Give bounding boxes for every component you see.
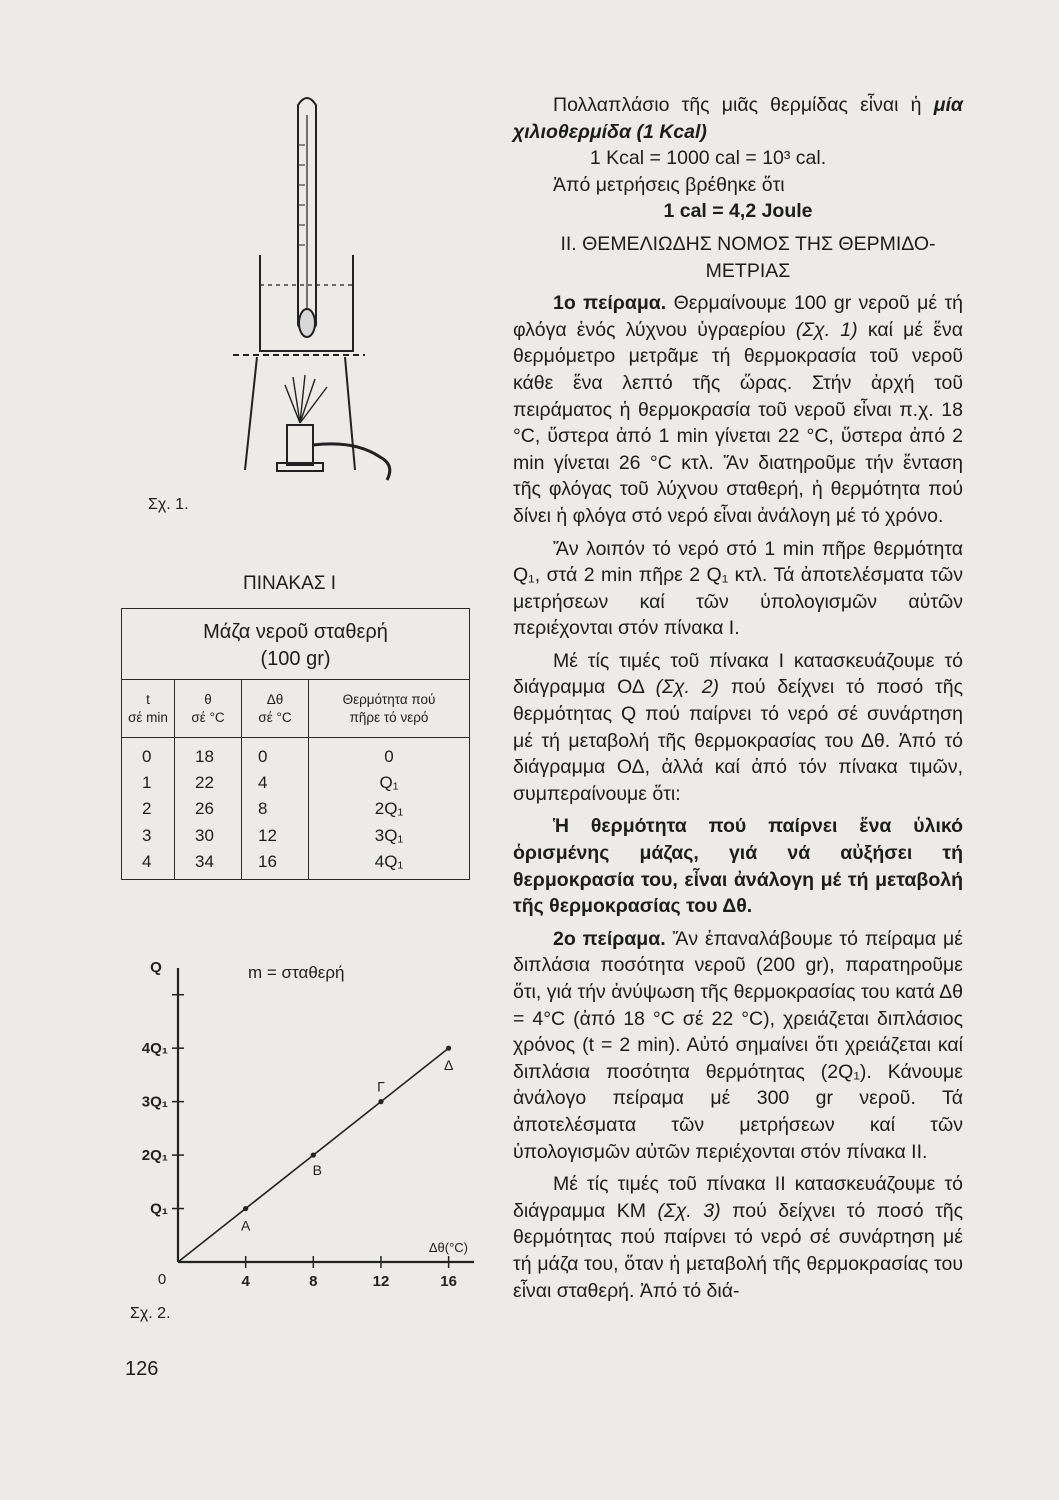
table-1-col-q: 0 Q₁ 2Q₁ 3Q₁ 4Q₁ [309,738,470,880]
figure-2-chart [120,950,480,1300]
table-1-header-t: t σέ min [122,680,175,738]
equation-kcal: 1 Kcal = 1000 cal = 10³ cal. [589,147,827,170]
x-tick-label: 16 [440,1273,457,1290]
table-1-header-q: Θερμότητα πού πῆρε τό νερό [309,680,470,738]
data-point [446,1046,451,1051]
table-1-subtitle: Μάζα νεροῦ σταθερή (100 gr) [122,609,470,680]
table-1-header-dtheta: Δθ σέ °C [242,680,309,738]
paragraph-diagram-km: Μέ τίς τιμές τοῦ πίνακα II κατασκευάζουμε τό διάγραμμα ΚΜ (Σχ. 3) πού δείχνει τό ποσό τῆς θερμότητας πού παίρνει τό νερό σέ συνάρτηση μέ τή μάζα του, ὅταν ἡ μεταβολή τῆς θερμοκρασίας του εἶναι σταθερή. Ἀπό τό διά- [513,1173,964,1302]
point-label: Δ [443,1057,454,1074]
x-axis-label: Δθ(°C) [428,1240,468,1255]
data-point [311,1152,316,1157]
chart-title: m = σταθερή [248,963,345,982]
x-tick-label: 4 [241,1273,250,1290]
table-1-col-theta: 18 22 26 30 34 [175,738,242,880]
section-heading: II. ΘΕΜΕΛΙΩΔΗΣ ΝΟΜΟΣ ΤΗΣ ΘΕΡΜΙΔΟ- ΜΕΤΡΙΑΣ [560,232,936,282]
table-1-col-t: 0 1 2 3 4 [122,738,175,880]
table-1 [121,608,470,880]
paragraph-diagram-od: Μέ τίς τιμές τοῦ πίνακα I κατασκευάζουμε τό διάγραμμα ΟΔ (Σχ. 2) πού δείχνει τό ποσό τῆς θερμότητας Q πού παίρνει τό νερό σέ συνάρτηση μέ τή μεταβολή τῆς θερμοκρασίας του Δθ. Ἀπό τό διάγραμμα ΟΔ, ἀλλά καί ἀπό τόν πίνακα τιμῶν, συμπεραίνουμε ὅτι: [513,649,963,805]
paragraph-experiment-2: 2ο πείραμα. Ἄν ἐπαναλάβουμε τό πείραμα μέ διπλάσια ποσότητα νεροῦ (200 gr), παρατηροῦμε ὅτι, γιά τήν ἀνύψωση τῆς θερμοκρασίας του κατά Δθ = 4°C (ἀπό 18 °C σέ 22 °C), χρειάζεται διπλάσιος χρόνος (t = 2 min). Αὐτό σημαίνει ὅτι χρειάζεται καί διπλάσια ποσότητα θερμότητας (2Q₁). Κάνουμε ἀνάλογο πείραμα μέ 300 gr νεροῦ. Τά ἀποτελέσματα τῶν μετρήσεων καί τῶν ὑπολογισμῶν αὐτῶν περιέχονται στόν πίνακα II. [513,927,964,1163]
page-number: 126 [125,1358,159,1380]
x-tick-label: 12 [372,1273,390,1290]
y-tick-label: 2Q₁ [141,1147,168,1165]
equation-cal-joule: 1 cal = 4,2 Joule [663,200,813,223]
y-tick-label: 3Q₁ [141,1093,168,1111]
paragraph-results: Ἄν λοιπόν τό νερό στό 1 min πῆρε θερμότητα Q₁, στά 2 min πῆρε 2 Q₁ κτλ. Τά ἀποτελέσματα τῶν μετρήσεων καί τῶν ὑπολογισμῶν αὐτῶν περιέχονται στόν πίνακα I. [513,537,963,640]
y-tick-label: 4Q₁ [141,1040,168,1058]
data-point [243,1206,248,1211]
table-1-col-dtheta: 0 4 8 12 16 [242,738,309,880]
y-axis-label: Q [150,959,162,976]
figure-2-caption: Σχ. 2. [130,1305,171,1322]
point-label: Γ [377,1078,385,1095]
table-1-header-theta: θ σέ °C [175,680,242,738]
table-1-title: ΠΙΝΑΚΑΣ I [243,573,337,594]
paragraph-kcal: Πολλαπλάσιο τῆς μιᾶς θερμίδας εἶναι ἡ μία χιλιοθερμίδα (1 Kcal) [513,94,963,143]
data-point [378,1099,383,1104]
paragraph-measurements: Ἀπό μετρήσεις βρέθηκε ὅτι [553,173,785,196]
x-tick-label: 8 [309,1273,318,1290]
origin-label: 0 [157,1271,167,1288]
point-label: B [312,1162,322,1179]
figure-1-caption: Σχ. 1. [148,496,189,513]
figure-1-apparatus [205,85,405,490]
point-label: A [240,1217,251,1234]
law-statement: Ἡ θερμότητα πού παίρνει ἕνα ὑλικό ὁρισμένης μάζας, γιά νά αὐξήσει τή θερμοκρασία του, εἶναι ἀνάλογη μέ τή μεταβολή τῆς θερμοκρασίας του Δθ. [513,815,963,918]
y-tick-label: Q₁ [150,1200,168,1218]
main-text-column [513,92,963,1304]
paragraph-experiment-1: 1ο πείραμα. Θερμαίνουμε 100 gr νεροῦ μέ τή φλόγα ἑνός λύχνου ὑγραερίου (Σχ. 1) καί μέ ἕνα θερμόμετρο μετρᾶμε τή θερμοκρασία τοῦ νεροῦ κάθε ἕνα λεπτό τῆς ὥρας. Στήν ἀρχή τοῦ πειράματος ἡ θερμοκρασία τοῦ νεροῦ εἶναι π.χ. 18 °C, ὕστερα ἀπό 1 min γίνεται 22 °C, ὕστερα ἀπό 2 min γίνεται 26 °C κτλ. Ἄν διατηροῦμε τήν ἔνταση τῆς φλόγας τοῦ λύχνου σταθερή, ἡ θερμότητα πού δίνει ἡ φλόγα στό νερό εἶναι ἀνάλογη μέ τό χρόνο. [513,292,963,527]
